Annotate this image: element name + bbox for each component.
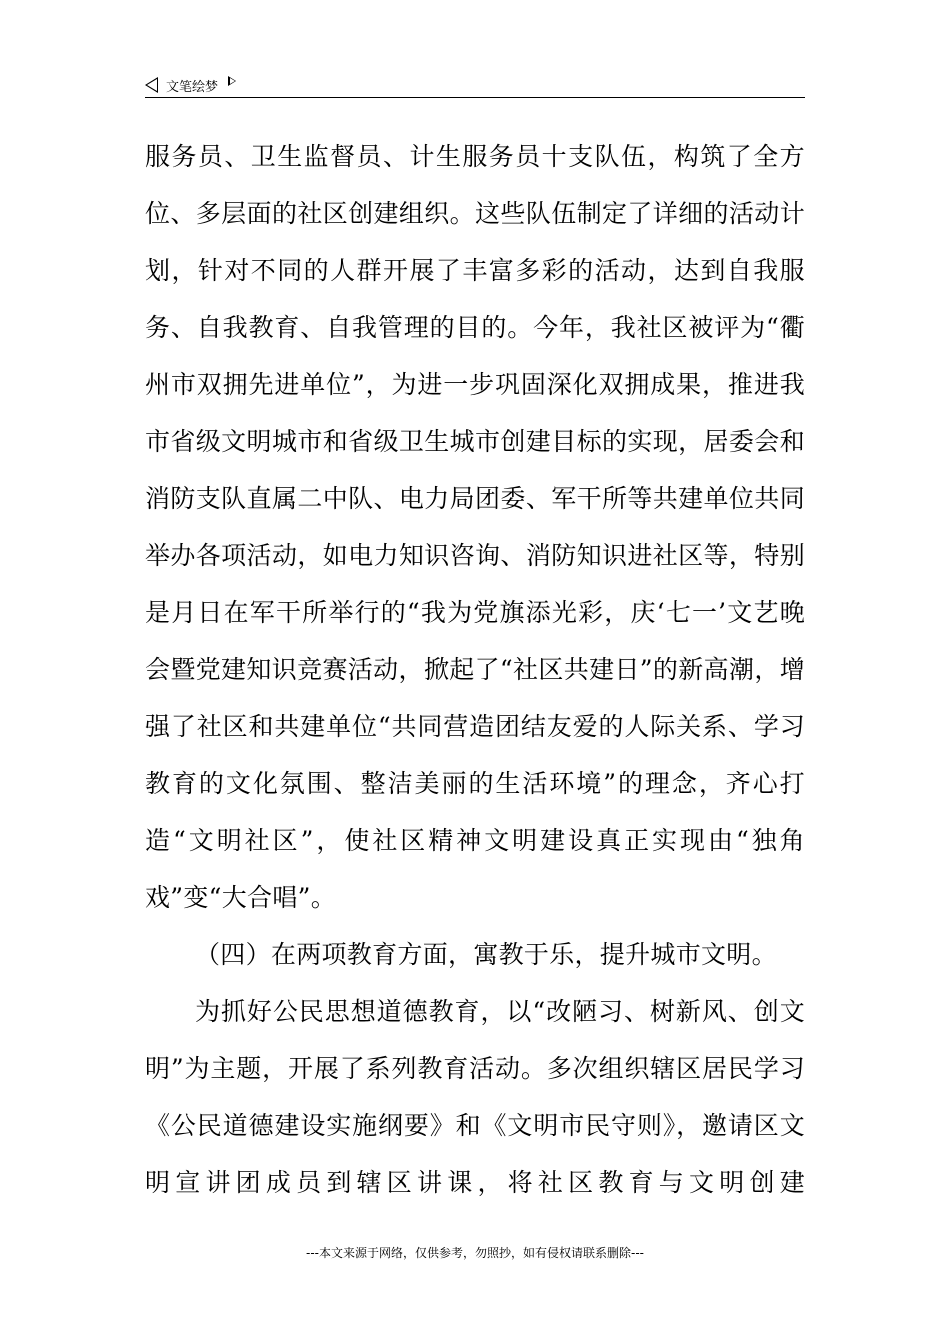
triangle-left-icon [145, 77, 158, 93]
paragraph-continuation: 服务员、卫生监督员、计生服务员十支队伍，构筑了全方位、多层面的社区创建组织。这些队伍制定了详细的活动计划，针对不同的人群开展了丰富多彩的活动，达到自我服务、自我教育、自我管理的目的。今年，我社区被评为“衢州市双拥先进单位”，为进一步巩固深化双拥成果，推进我市省级文明城市和省级卫生城市创建目标的实现，居委会和消防支队直属二中队、电力局团委、军干所等共建单位共同举办各项活动，如电力知识咨询、消防知识进社区等，特别是月日在军干所举行的“我为党旗添光彩，庆‘七一’文艺晚会暨党建知识竞赛活动，掀起了“社区共建日”的新高潮，增强了社区和共建单位“共同营造团结友爱的人际关系、学习教育的文化氛围、整洁美丽的生活环境”的理念，齐心打造“文明社区”，使社区精神文明建设真正实现由“独角戏”变“大合唱”。 [145, 142, 805, 912]
header-divider [145, 97, 805, 98]
triangle-right-icon [228, 76, 236, 86]
page-header [145, 74, 236, 96]
document-body [145, 128, 805, 1211]
paragraph-education: 为抓好公民思想道德教育，以“改陋习、树新风、创文明”为主题，开展了系列教育活动。多次组织辖区居民学习《公民道德建设实施纲要》和《文明市民守则》，邀请区文明宣讲团成员到辖区讲课，将社区教育与文明创建 [145, 997, 805, 1197]
footer-disclaimer: ---本文来源于网络，仅供参考，勿照抄，如有侵权请联系删除--- [306, 1246, 644, 1260]
section-heading: （四）在两项教育方面，寓教于乐，提升城市文明。 [195, 940, 777, 969]
header-title: 文笔绘梦 [166, 79, 219, 95]
